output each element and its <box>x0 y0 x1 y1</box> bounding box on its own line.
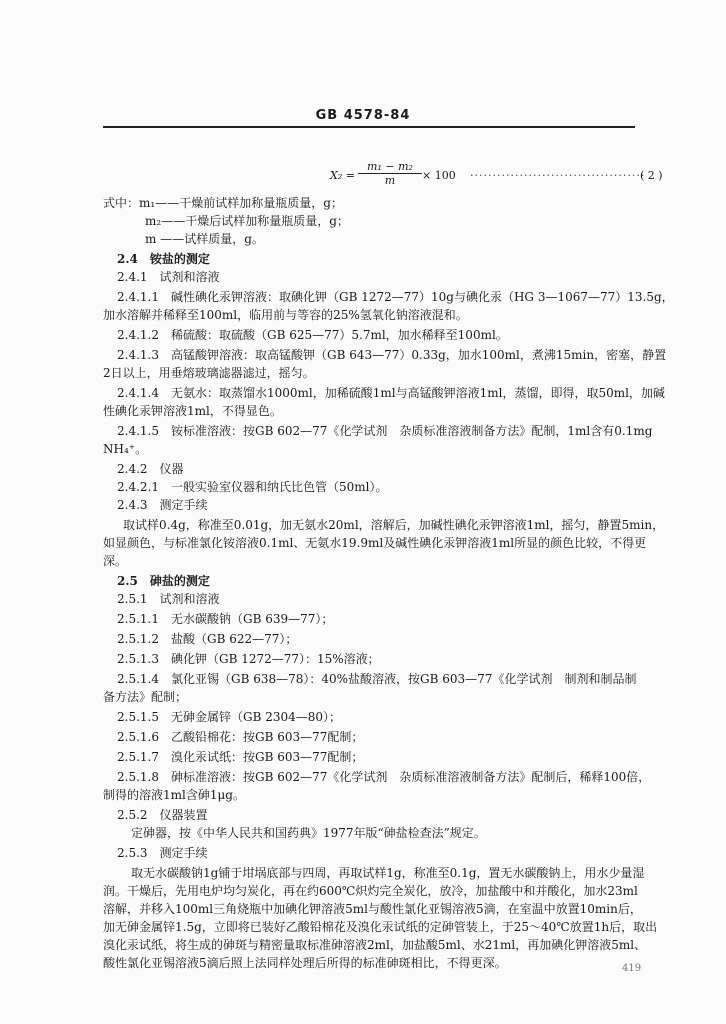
subsection-heading: 2.4.2 仪器 <box>117 462 184 476</box>
text-line: 取无水碳酸钠1g铺于坩埚底部与四周，再取试样1g，称准至0.1g，置无水碳酸钠上，用水少量湿 <box>131 866 645 880</box>
formula-dots: ······································· <box>470 169 646 182</box>
formula <box>330 160 670 190</box>
text-line: 润。干燥后，先用电炉均匀炭化，再在约600℃炽灼完全炭化，放冷，加盐酸中和并酸化，加水23ml <box>103 884 638 898</box>
text-line: m₂——干燥后试样加称量瓶质量，g； <box>145 214 349 228</box>
text-line: 2.4.1.1 碱性碘化汞钾溶液：取碘化钾（GB 1272—77）10g与碘化汞（HG 3—1067—77）13.5g， <box>117 290 674 304</box>
subsection-heading: 2.4.1 试剂和溶液 <box>117 270 220 284</box>
text-line: m ——试样质量，g。 <box>145 232 264 246</box>
text-line: 加无砷金属锌1.5g，立即将已装好乙酸铅棉花及溴化汞试纸的定砷管装上，于25～40℃放置1h后，取出 <box>103 920 658 934</box>
text-line: 2.4.2.1 一般实验室仪器和纳氏比色管（50ml）。 <box>117 480 388 494</box>
section-heading: 2.5 砷盐的测定 <box>117 574 210 588</box>
formula-denominator: m <box>384 174 396 187</box>
text-line: 深。 <box>103 554 128 568</box>
text-line: 2.5.1.1 无水碳酸钠（GB 639—77）； <box>117 612 334 626</box>
text-line: 溶解，并移入100ml三角烧瓶中加碘化钾溶液5ml与酸性氯化亚锡溶液5滴，在室温中放置10min后， <box>103 902 642 916</box>
formula-multiplier: × 100 <box>422 169 456 182</box>
text-line: 2.5.1.4 氯化亚锡（GB 638—78）：40%盐酸溶液，按GB 603—77《化学试剂 制剂和制品制 <box>117 672 637 686</box>
text-line: 性碘化汞钾溶液1ml，不得显色。 <box>103 404 282 418</box>
text-line: 2日以上，用垂熔玻璃滤器滤过，摇匀。 <box>103 366 315 380</box>
text-line: 制得的溶液1ml含砷1μg。 <box>103 788 245 802</box>
text-line: 式中：m₁——干燥前试样加称量瓶质量，g； <box>103 196 343 210</box>
text-line: 如显颜色，与标准氯化铵溶液0.1ml、无氨水19.9ml及碱性碘化汞钾溶液1ml所显的颜色比较，不得更 <box>103 536 647 550</box>
text-line: 定砷器，按《中华人民共和国药典》1977年版“砷盐检查法”规定。 <box>131 826 486 840</box>
subsection-heading: 2.5.2 仪器装置 <box>117 808 208 822</box>
formula-lhs: X₂ = <box>330 169 355 182</box>
section-heading: 2.4 铵盐的测定 <box>117 252 210 266</box>
text-line: 2.4.1.5 铵标准溶液：按GB 602—77《化学试剂 杂质标准溶液制备方法》配制，1ml含有0.1mg <box>117 424 653 438</box>
subsection-heading: 2.5.3 测定手续 <box>117 846 208 860</box>
formula-fraction <box>358 160 422 187</box>
text-line: 2.4.1.2 稀硫酸：取硫酸（GB 625—77）5.7ml，加水稀释至100ml。 <box>117 328 508 342</box>
page-header: GB 4578-84 <box>315 108 411 123</box>
text-line: 备方法》配制； <box>103 690 188 704</box>
text-line: 2.5.1.5 无砷金属锌（GB 2304—80）； <box>117 710 342 724</box>
page-number: 419 <box>622 963 642 974</box>
text-line: 2.5.1.2 盐酸（GB 622—77）； <box>117 632 298 646</box>
text-line: NH₄⁺。 <box>103 442 148 456</box>
formula-numerator: m₁ − m₂ <box>358 160 422 174</box>
text-line: 2.4.1.3 高锰酸钾溶液：取高锰酸钾（GB 643—77）0.33g，加水100ml，煮沸15min，密塞，静置 <box>117 348 667 362</box>
text-line: 2.5.1.3 碘化钾（GB 1272—77）：15%溶液； <box>117 652 380 666</box>
equation-number: ( 2 ) <box>640 169 663 182</box>
text-line: 取试样0.4g，称准至0.01g，加无氨水20ml，溶解后，加碱性碘化汞钾溶液1ml，摇匀，静置5min， <box>123 518 665 532</box>
text-line: 溴化汞试纸，将生成的砷斑与精密量取标准砷溶液2ml，加盐酸5ml、水21ml，再加碘化钾溶液5ml、 <box>103 938 647 952</box>
subsection-heading: 2.5.1 试剂和溶液 <box>117 592 220 606</box>
text-line: 2.5.1.7 溴化汞试纸：按GB 603—77配制； <box>117 750 364 764</box>
text-line: 加水溶解并稀释至100ml，临用前与等容的25%氢氧化钠溶液混和。 <box>103 308 468 322</box>
header-rule <box>103 126 635 128</box>
text-line: 酸性氯化亚锡溶液5滴后照上法同样处理后所得的标准砷斑相比，不得更深。 <box>103 956 507 970</box>
text-line: 2.5.1.8 砷标准溶液：按GB 602—77《化学试剂 杂质标准溶液制备方法》配制后，稀释100倍， <box>117 770 651 784</box>
text-line: 2.5.1.6 乙酸铅棉花：按GB 603—77配制； <box>117 730 364 744</box>
text-line: 2.4.1.4 无氨水：取蒸馏水1000ml，加稀硫酸1ml与高锰酸钾溶液1ml，蒸馏，即得，取50ml，加碱 <box>117 386 665 400</box>
subsection-heading: 2.4.3 测定手续 <box>117 498 208 512</box>
